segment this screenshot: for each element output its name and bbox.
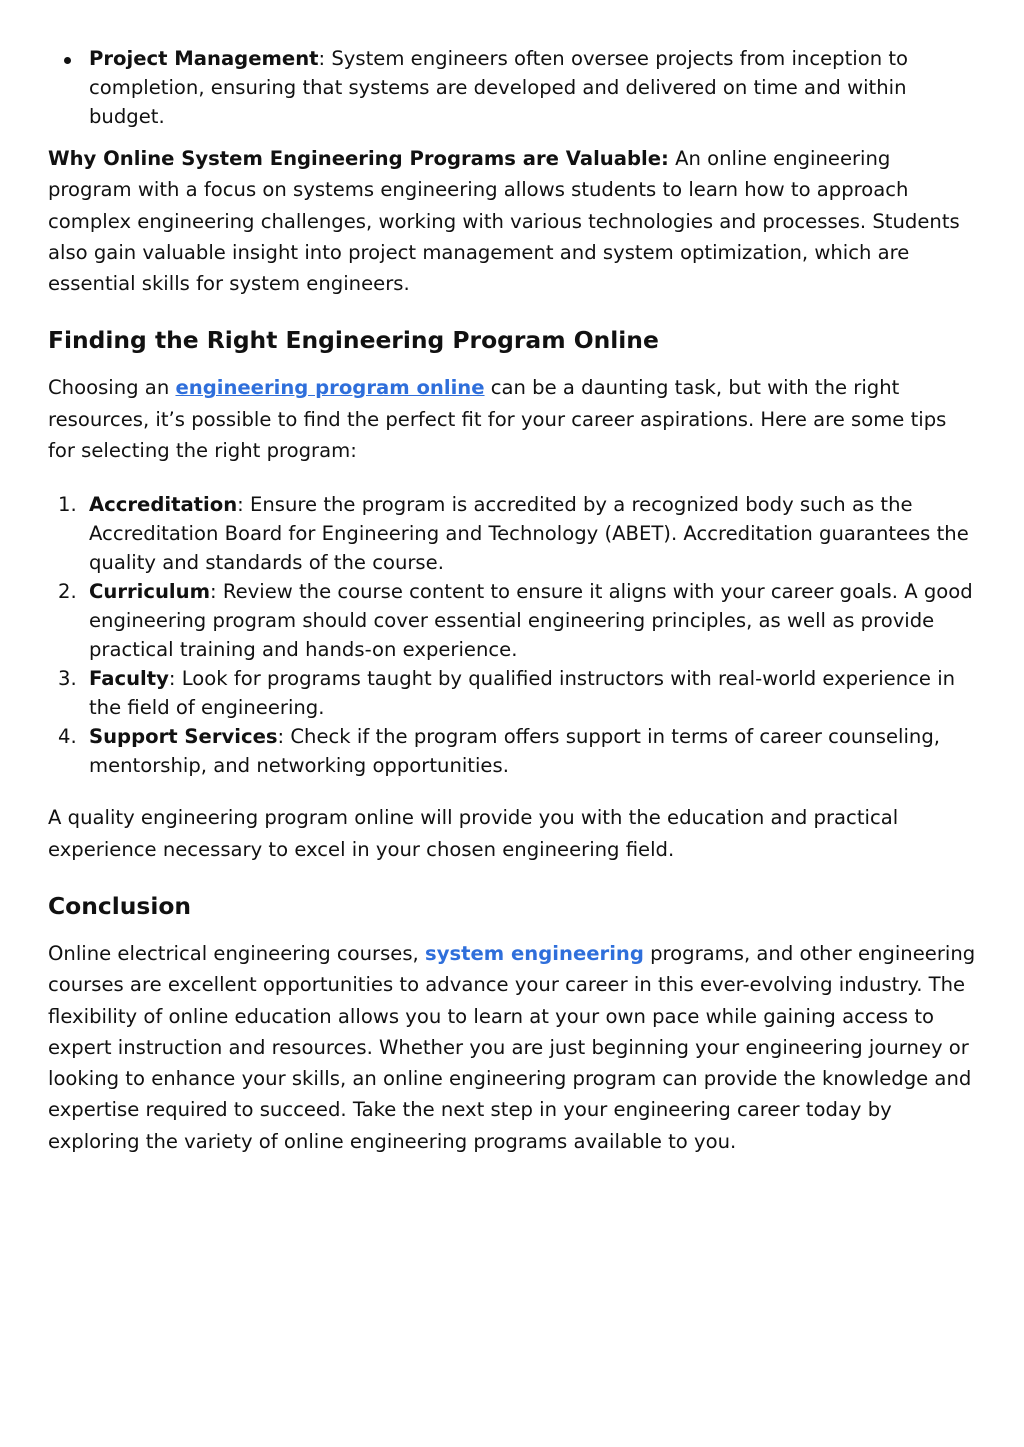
list-item: [48, 490, 978, 577]
list-item: [48, 722, 978, 780]
list-item-text: : Check if the program offers support in terms of career counseling, mentorship, and networking opportunities.: [89, 725, 940, 778]
list-item-number: 1.: [58, 493, 77, 517]
why-lead: Why Online System Engineering Programs are Valuable:: [48, 147, 669, 170]
list-item-number: 2.: [58, 580, 77, 604]
why-text: An online engineering program with a focus on systems engineering allows students to learn how to approach complex engineering challenges, working with various technologies and processes. Students also gain valuable insight into project management and system optimization, which are essential skills for system engineers.: [48, 147, 960, 296]
list-item: [48, 664, 978, 722]
finding-heading: Finding the Right Engineering Program Online: [48, 326, 659, 355]
finding-intro-before: Choosing an: [48, 376, 176, 400]
conclusion-text-before: Online electrical engineering courses,: [48, 941, 426, 965]
why-paragraph: [48, 143, 978, 299]
list-item-number: 4.: [58, 725, 77, 749]
finding-intro-after: can be a daunting task, but with the right resources, it’s possible to find the perfect fit for your career aspirations. Here are some tips for selecting the right program:: [48, 376, 947, 463]
list-item-text: : Ensure the program is accredited by a recognized body such as the Accreditation Board for Engineering and Technology (ABET). Accreditation guarantees the quality and standards of the course.: [89, 493, 969, 575]
list-item-term: Curriculum: [89, 580, 211, 604]
list-item-text: : Review the course content to ensure it aligns with your career goals. A good engineering program should cover essential engineering principles, as well as provide practical training and hands-on experience.: [89, 580, 973, 662]
tips-list: [48, 490, 978, 780]
engineering-program-online-link[interactable]: engineering program online: [175, 376, 485, 400]
list-item-term: Accreditation: [89, 493, 238, 517]
list-item-term: Project Management: [89, 47, 319, 70]
system-engineering-link[interactable]: system engineering: [425, 941, 644, 965]
bullet-list: [48, 44, 978, 131]
bullet-icon: [64, 57, 71, 64]
list-item-term: Support Services: [89, 725, 278, 749]
conclusion-heading: Conclusion: [48, 891, 192, 920]
conclusion-text-after: programs, and other engineering courses are excellent opportunities to advance your career in this ever-evolving industry. The flexibility of online education allows you to learn at your own pace while gaining access to expert instruction and resources. Whether you are just beginning your engineering journey or looking to enhance your skills, an online engineering program can provide the knowledge and expertise required to succeed. Take the next step in your engineering career today by exploring the variety of online engineering programs available to you.: [48, 941, 976, 1153]
list-item: [48, 577, 978, 664]
list-item-number: 3.: [58, 667, 77, 691]
conclusion-paragraph: [48, 938, 978, 1157]
list-item-text: : Look for programs taught by qualified instructors with real-world experience in the field of engineering.: [89, 667, 956, 720]
finding-closing: A quality engineering program online will provide you with the education and practical experience necessary to excel in your chosen engineering field.: [48, 806, 899, 861]
list-item-term: Faculty: [89, 667, 169, 691]
list-item-text: : System engineers often oversee projects from inception to completion, ensuring that systems are developed and delivered on time and within budget.: [89, 47, 909, 128]
list-item: [48, 44, 978, 131]
finding-intro: [48, 372, 978, 466]
document-page: [48, 44, 978, 1177]
